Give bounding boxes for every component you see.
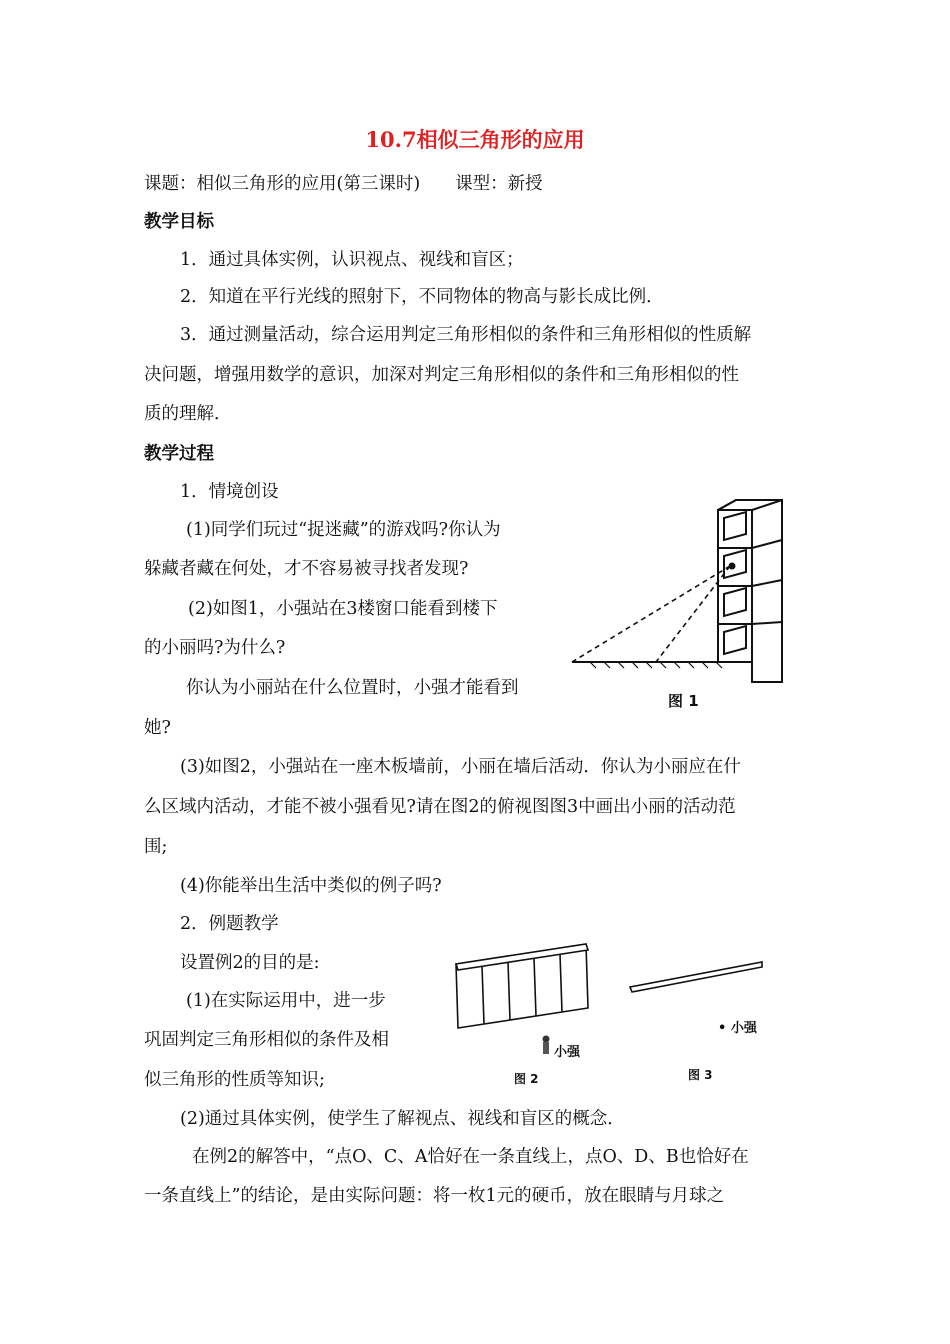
- figure-2-wall: [448, 936, 598, 1086]
- paragraph: (4)你能举出生活中类似的例子吗?: [180, 876, 442, 896]
- figure-1-caption: 图 1: [668, 692, 699, 710]
- paragraph: (2)如图1，小强站在3楼窗口能看到楼下: [188, 599, 498, 619]
- paragraph: 一条直线上”的结论，是由实际问题：将一枚1元的硬币，放在眼睛与月球之: [144, 1186, 725, 1206]
- paragraph: (1)同学们玩过“捉迷藏”的游戏吗?你认为: [186, 520, 501, 540]
- paragraph: 在例2的解答中，“点O、C、A恰好在一条直线上，点O、D、B也恰好在: [192, 1147, 749, 1167]
- paragraph: 躲藏者藏在何处，才不容易被寻找者发现?: [144, 559, 469, 579]
- goal-item-continued: 决问题，增强用数学的意识，加深对判定三角形相似的条件和三角形相似的性: [144, 365, 739, 385]
- section-heading-goals: 教学目标: [144, 212, 214, 232]
- figure-2-caption: 图 2: [514, 1072, 539, 1086]
- paragraph: (3)如图2，小强站在一座木板墙前，小丽在墙后活动．你认为小丽应在什: [180, 757, 741, 777]
- observer-dot: [729, 563, 736, 570]
- paragraph: 的小丽吗?为什么?: [144, 638, 286, 658]
- section-heading-process: 教学过程: [144, 444, 214, 464]
- figure-3-top-view: [626, 952, 776, 1092]
- person-figure: [543, 1036, 550, 1055]
- lesson-meta: 课题：相似三角形的应用(第三课时) 课型：新授: [144, 174, 543, 194]
- paragraph: 似三角形的性质等知识;: [144, 1070, 325, 1090]
- figure-2-person-label: 小强: [554, 1045, 581, 1060]
- paragraph: 她?: [144, 718, 171, 738]
- paragraph: 你认为小丽站在什么位置时，小强才能看到: [186, 678, 519, 698]
- figure-1-building: [570, 492, 810, 712]
- goal-item: 1．通过具体实例，认识视点、视线和盲区；: [180, 250, 524, 270]
- sight-line: [572, 566, 730, 662]
- paragraph: 么区域内活动，才能不被小强看见?请在图2的俯视图图3中画出小丽的活动范: [144, 797, 736, 817]
- wall-top-view: [630, 962, 762, 992]
- page-title: 10.7相似三角形的应用: [365, 127, 585, 152]
- figure-3-caption: 图 3: [688, 1068, 713, 1082]
- paragraph: 设置例2的目的是:: [180, 953, 320, 973]
- process-heading: 1．情境创设: [180, 482, 279, 502]
- goal-item: 3．通过测量活动，综合运用判定三角形相似的条件和三角形相似的性质解: [180, 325, 752, 345]
- process-heading: 2．例题教学: [180, 914, 279, 934]
- goal-item: 2．知道在平行光线的照射下，不同物体的物高与影长成比例．: [180, 287, 664, 307]
- paragraph: 围;: [144, 837, 168, 857]
- paragraph: 巩固判定三角形相似的条件及相: [144, 1030, 389, 1050]
- figure-3-person-label: • 小强: [718, 1021, 757, 1036]
- goal-item-continued: 质的理解．: [144, 404, 232, 424]
- paragraph: (2)通过具体实例，使学生了解视点、视线和盲区的概念．: [180, 1109, 625, 1129]
- paragraph: (1)在实际运用中，进一步: [186, 991, 386, 1011]
